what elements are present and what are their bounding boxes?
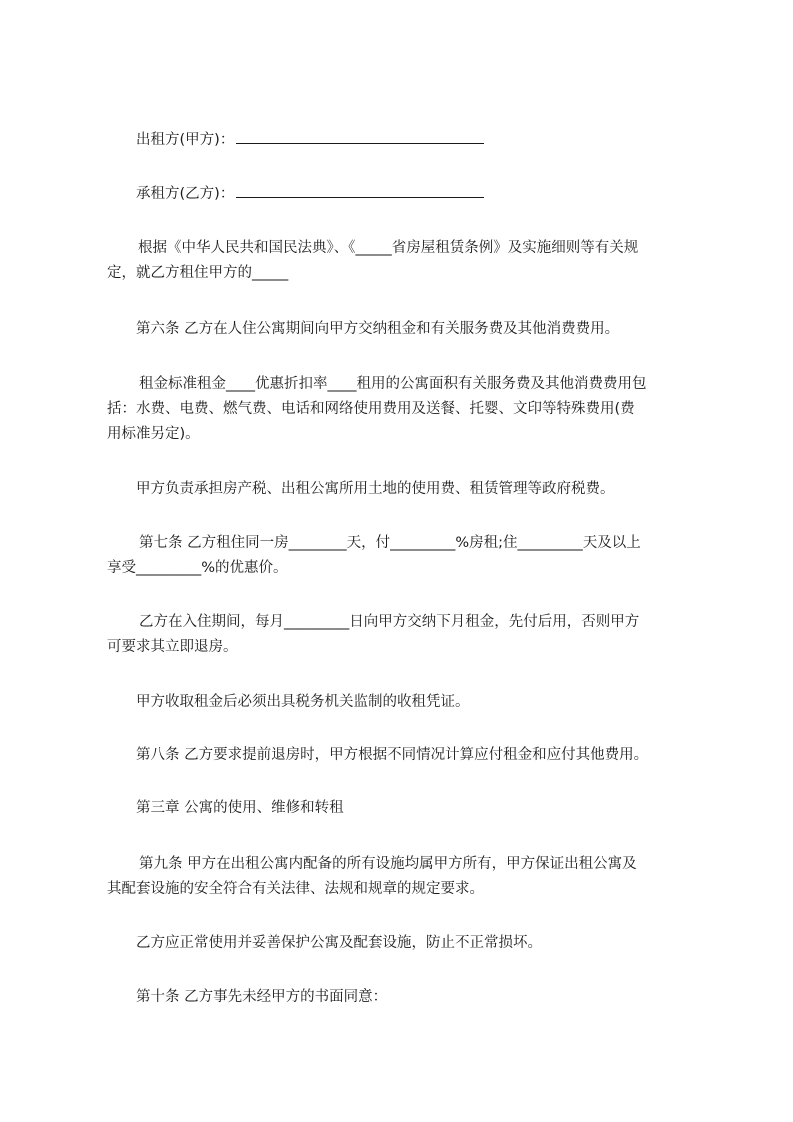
paragraph-rent-standard	[107, 372, 701, 447]
paragraph-line: 可要求其立即退房。	[107, 639, 238, 655]
paragraph-line: 用标准另定)。	[107, 426, 200, 442]
paragraph-line: 括：水费、电费、燃气费、电话和网络使用费用及送餐、托婴、文印等特殊费用(费	[107, 401, 635, 417]
lessee-field	[136, 182, 730, 207]
paragraph-lessor-taxes	[107, 477, 701, 502]
lessor-blank-line	[236, 142, 484, 144]
chapter-3-heading	[107, 796, 701, 821]
paragraph-monthly-rent	[107, 610, 701, 660]
paragraph-line: 定，就乙方租住甲方的_____	[107, 265, 289, 281]
paragraph-line: 甲方收取租金后必须出具税务机关监制的收租凭证。	[136, 694, 470, 710]
paragraph-line: 甲方负责承担房产税、出租公寓所用土地的使用费、租赁管理等政府税费。	[136, 481, 615, 497]
lessee-label: 承租方(乙方)：	[136, 186, 235, 202]
paragraph-basis	[107, 236, 701, 286]
paragraph-line: 第九条 甲方在出租公寓内配备的所有设施均属甲方所有，甲方保证出租公寓及	[139, 856, 637, 872]
lessor-label: 出租方(甲方)：	[136, 132, 235, 148]
paragraph-rent-receipt	[107, 690, 701, 715]
paragraph-line: 第十条 乙方事先未经甲方的书面同意：	[136, 989, 388, 1005]
paragraph-line: 乙方应正常使用并妥善保护公寓及配套设施，防止不正常损坏。	[136, 935, 542, 951]
paragraph-article-8	[107, 743, 701, 768]
paragraph-article-6	[107, 317, 701, 342]
paragraph-article-7	[107, 531, 701, 581]
paragraph-article-9	[107, 852, 701, 902]
paragraph-proper-use	[107, 931, 701, 956]
paragraph-line: 根据《中华人民共和国民法典》、《_____省房屋租赁条例》及实施细则等有关规	[138, 240, 639, 256]
lessor-field	[136, 128, 730, 153]
paragraph-line: 第六条 乙方在人住公寓期间向甲方交纳租金和有关服务费及其他消费费用。	[136, 321, 620, 337]
lessee-blank-line	[236, 196, 484, 198]
paragraph-article-10	[107, 985, 701, 1010]
paragraph-line: 乙方在入住期间，每月_________日向甲方交纳下月租金，先付后用，否则甲方	[139, 614, 640, 630]
paragraph-line: 第八条 乙方要求提前退房时，甲方根据不同情况计算应付租金和应付其他费用。	[136, 747, 649, 763]
paragraph-line: 享受_________%的优惠价。	[107, 560, 288, 576]
paragraph-line: 第七条 乙方租住同一房________天，付_________%房租;住_________天及以上	[139, 535, 641, 551]
paragraph-line: 租金标准租金____优惠折扣率____租用的公寓面积有关服务费及其他消费费用包	[139, 376, 647, 392]
paragraph-line: 第三章 公寓的使用、维修和转租	[136, 800, 344, 816]
paragraph-line: 其配套设施的安全符合有关法律、法规和规章的规定要求。	[107, 881, 484, 897]
